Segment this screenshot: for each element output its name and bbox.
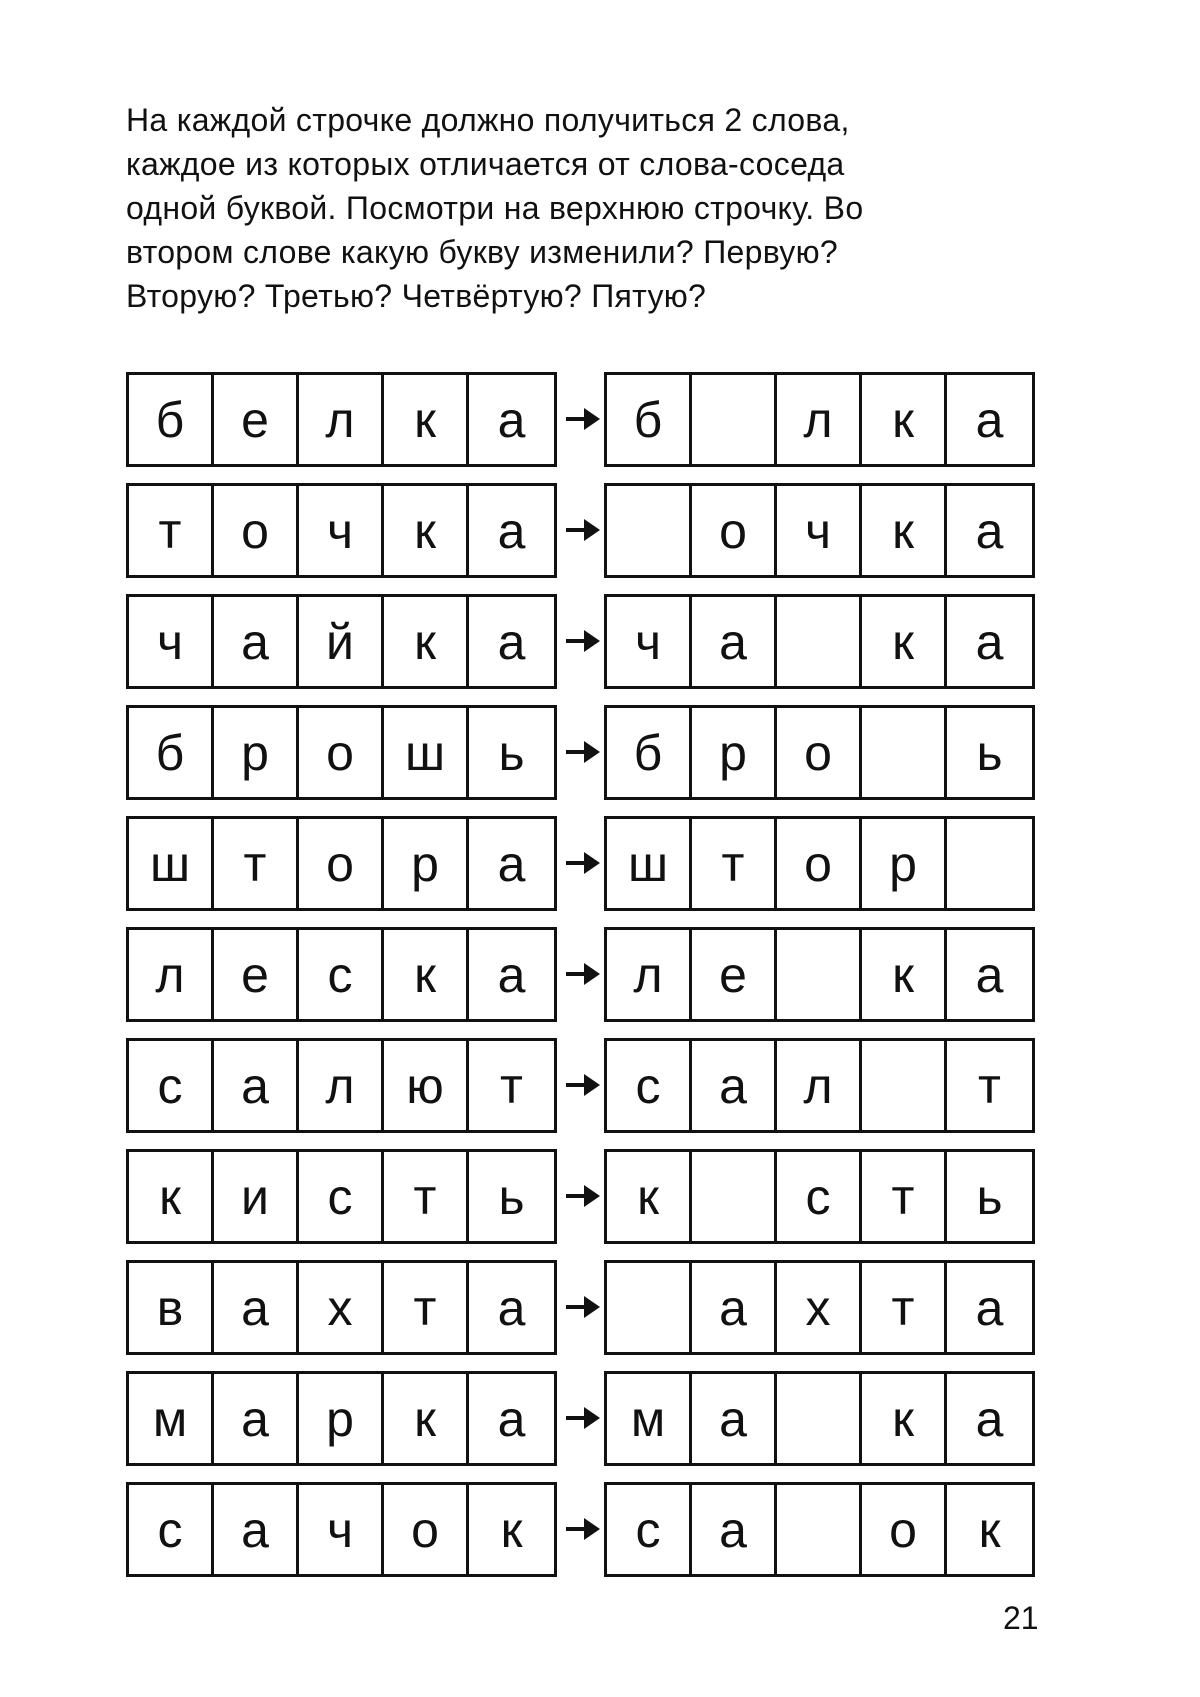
source-word bbox=[126, 1482, 557, 1577]
source-word bbox=[126, 1149, 557, 1244]
letter-cell: ь bbox=[498, 1168, 525, 1225]
letter-cell: т bbox=[862, 1263, 947, 1352]
letter-cell: к bbox=[384, 597, 469, 686]
blank-letter-cell[interactable] bbox=[777, 597, 862, 686]
letter-cell: о bbox=[862, 1485, 947, 1574]
letter-cell: с bbox=[607, 1485, 692, 1574]
letter-cell: а bbox=[497, 1390, 526, 1447]
blank-letter-cell[interactable] bbox=[862, 1041, 947, 1130]
letter-cell: к bbox=[607, 1152, 692, 1241]
letter-cell: р bbox=[862, 819, 947, 908]
source-word bbox=[126, 1371, 557, 1466]
letter-cell: м bbox=[607, 1374, 692, 1463]
letter-cell: м bbox=[129, 1374, 214, 1463]
letter-cell: а bbox=[975, 613, 1004, 670]
blank-letter-cell[interactable] bbox=[607, 486, 692, 575]
letter-cell: а bbox=[975, 946, 1004, 1003]
letter-cell: ь bbox=[976, 724, 1003, 781]
letter-cell: й bbox=[299, 597, 384, 686]
letter-cell: л bbox=[299, 375, 384, 464]
target-word bbox=[604, 1482, 1035, 1577]
letter-cell: ь bbox=[498, 724, 525, 781]
letter-cell: а bbox=[497, 391, 526, 448]
letter-cell: л bbox=[299, 1041, 384, 1130]
letter-cell: к bbox=[384, 486, 469, 575]
target-word bbox=[604, 1371, 1035, 1466]
letter-cell: о bbox=[299, 819, 384, 908]
letter-cell: о bbox=[299, 708, 384, 797]
letter-cell: а bbox=[692, 1485, 777, 1574]
letter-cell: а bbox=[975, 1279, 1004, 1336]
instruction-line: втором слове какую букву изменили? Первую? bbox=[126, 234, 839, 270]
letter-cell: а bbox=[497, 502, 526, 559]
letter-cell: ю bbox=[384, 1041, 469, 1130]
letter-cell: с bbox=[129, 1485, 214, 1574]
letter-cell: к bbox=[384, 375, 469, 464]
letter-cell: р bbox=[692, 708, 777, 797]
target-word bbox=[604, 1260, 1035, 1355]
letter-cell: а bbox=[497, 1279, 526, 1336]
letter-cell: л bbox=[777, 1041, 862, 1130]
letter-cell: ч bbox=[299, 1485, 384, 1574]
letter-cell: к bbox=[862, 1374, 947, 1463]
blank-letter-cell[interactable] bbox=[947, 819, 1032, 908]
blank-letter-cell[interactable] bbox=[777, 1374, 862, 1463]
letter-cell: а bbox=[497, 946, 526, 1003]
right-arrow-icon bbox=[566, 627, 600, 655]
letter-cell: а bbox=[497, 613, 526, 670]
letter-cell: л bbox=[777, 375, 862, 464]
letter-cell: и bbox=[214, 1152, 299, 1241]
letter-cell: о bbox=[777, 708, 862, 797]
target-word bbox=[604, 372, 1035, 467]
target-word bbox=[604, 927, 1035, 1022]
instruction-line: каждое из которых отличается от слова-соседа bbox=[126, 146, 845, 182]
letter-cell: а bbox=[497, 835, 526, 892]
right-arrow-icon bbox=[566, 1182, 600, 1210]
letter-cell: б bbox=[129, 708, 214, 797]
letter-cell: ш bbox=[607, 819, 692, 908]
letter-cell: а bbox=[214, 1485, 299, 1574]
blank-letter-cell[interactable] bbox=[777, 1485, 862, 1574]
source-word bbox=[126, 372, 557, 467]
blank-letter-cell[interactable] bbox=[692, 1152, 777, 1241]
letter-cell: б bbox=[607, 708, 692, 797]
blank-letter-cell[interactable] bbox=[607, 1263, 692, 1352]
right-arrow-icon bbox=[566, 405, 600, 433]
letter-cell: а bbox=[692, 1374, 777, 1463]
letter-cell: а bbox=[975, 391, 1004, 448]
letter-cell: е bbox=[214, 375, 299, 464]
letter-cell: в bbox=[129, 1263, 214, 1352]
target-word bbox=[604, 594, 1035, 689]
instruction-line: Вторую? Третью? Четвёртую? Пятую? bbox=[126, 278, 707, 314]
letter-cell: ч bbox=[129, 597, 214, 686]
letter-cell: а bbox=[214, 1041, 299, 1130]
letter-cell: т bbox=[500, 1057, 523, 1114]
right-arrow-icon bbox=[566, 1515, 600, 1543]
letter-cell: т bbox=[129, 486, 214, 575]
source-word bbox=[126, 1038, 557, 1133]
letter-cell: т bbox=[978, 1057, 1001, 1114]
instructions bbox=[126, 98, 1046, 318]
letter-cell: к bbox=[384, 930, 469, 1019]
letter-cell: т bbox=[214, 819, 299, 908]
letter-cell: л bbox=[129, 930, 214, 1019]
source-word bbox=[126, 594, 557, 689]
letter-cell: е bbox=[214, 930, 299, 1019]
target-word bbox=[604, 816, 1035, 911]
letter-cell: к bbox=[978, 1501, 1001, 1558]
letter-cell: а bbox=[975, 502, 1004, 559]
source-word bbox=[126, 1260, 557, 1355]
source-word bbox=[126, 705, 557, 800]
letter-cell: к bbox=[862, 597, 947, 686]
letter-cell: б bbox=[129, 375, 214, 464]
letter-cell: а bbox=[692, 1041, 777, 1130]
letter-cell: е bbox=[692, 930, 777, 1019]
letter-cell: ч bbox=[607, 597, 692, 686]
source-word bbox=[126, 927, 557, 1022]
letter-cell: ш bbox=[129, 819, 214, 908]
letter-cell: к bbox=[129, 1152, 214, 1241]
letter-cell: а bbox=[214, 1263, 299, 1352]
letter-cell: х bbox=[777, 1263, 862, 1352]
right-arrow-icon bbox=[566, 516, 600, 544]
letter-cell: л bbox=[607, 930, 692, 1019]
right-arrow-icon bbox=[566, 849, 600, 877]
blank-letter-cell[interactable] bbox=[777, 930, 862, 1019]
letter-cell: с bbox=[607, 1041, 692, 1130]
letter-cell: с bbox=[299, 930, 384, 1019]
letter-cell: р bbox=[299, 1374, 384, 1463]
letter-cell: а bbox=[975, 1390, 1004, 1447]
target-word bbox=[604, 705, 1035, 800]
right-arrow-icon bbox=[566, 1071, 600, 1099]
letter-cell: к bbox=[862, 375, 947, 464]
letter-cell: т bbox=[862, 1152, 947, 1241]
letter-cell: к bbox=[384, 1374, 469, 1463]
letter-cell: а bbox=[692, 597, 777, 686]
page-number: 21 bbox=[1003, 1600, 1039, 1636]
target-word bbox=[604, 1149, 1035, 1244]
letter-cell: к bbox=[862, 486, 947, 575]
letter-cell: о bbox=[384, 1485, 469, 1574]
letter-cell: о bbox=[692, 486, 777, 575]
letter-cell: х bbox=[299, 1263, 384, 1352]
source-word bbox=[126, 483, 557, 578]
letter-cell: а bbox=[214, 1374, 299, 1463]
letter-cell: т bbox=[384, 1263, 469, 1352]
letter-cell: о bbox=[214, 486, 299, 575]
right-arrow-icon bbox=[566, 960, 600, 988]
target-word bbox=[604, 1038, 1035, 1133]
letter-cell: к bbox=[500, 1501, 523, 1558]
letter-cell: т bbox=[692, 819, 777, 908]
instruction-line: На каждой строчке должно получиться 2 слова, bbox=[126, 102, 850, 138]
blank-letter-cell[interactable] bbox=[692, 375, 777, 464]
letter-cell: ч bbox=[777, 486, 862, 575]
letter-cell: с bbox=[777, 1152, 862, 1241]
right-arrow-icon bbox=[566, 1293, 600, 1321]
right-arrow-icon bbox=[566, 738, 600, 766]
target-word bbox=[604, 483, 1035, 578]
letter-cell: с bbox=[299, 1152, 384, 1241]
right-arrow-icon bbox=[566, 1404, 600, 1432]
letter-cell: о bbox=[777, 819, 862, 908]
letter-cell: б bbox=[607, 375, 692, 464]
instruction-line: одной буквой. Посмотри на верхнюю строчку. Во bbox=[126, 190, 864, 226]
source-word bbox=[126, 816, 557, 911]
letter-cell: ь bbox=[976, 1168, 1003, 1225]
letter-cell: ш bbox=[384, 708, 469, 797]
letter-cell: а bbox=[214, 597, 299, 686]
letter-cell: с bbox=[129, 1041, 214, 1130]
letter-cell: т bbox=[384, 1152, 469, 1241]
letter-cell: р bbox=[384, 819, 469, 908]
letter-cell: а bbox=[692, 1263, 777, 1352]
blank-letter-cell[interactable] bbox=[862, 708, 947, 797]
letter-cell: р bbox=[214, 708, 299, 797]
letter-cell: ч bbox=[299, 486, 384, 575]
letter-cell: к bbox=[862, 930, 947, 1019]
